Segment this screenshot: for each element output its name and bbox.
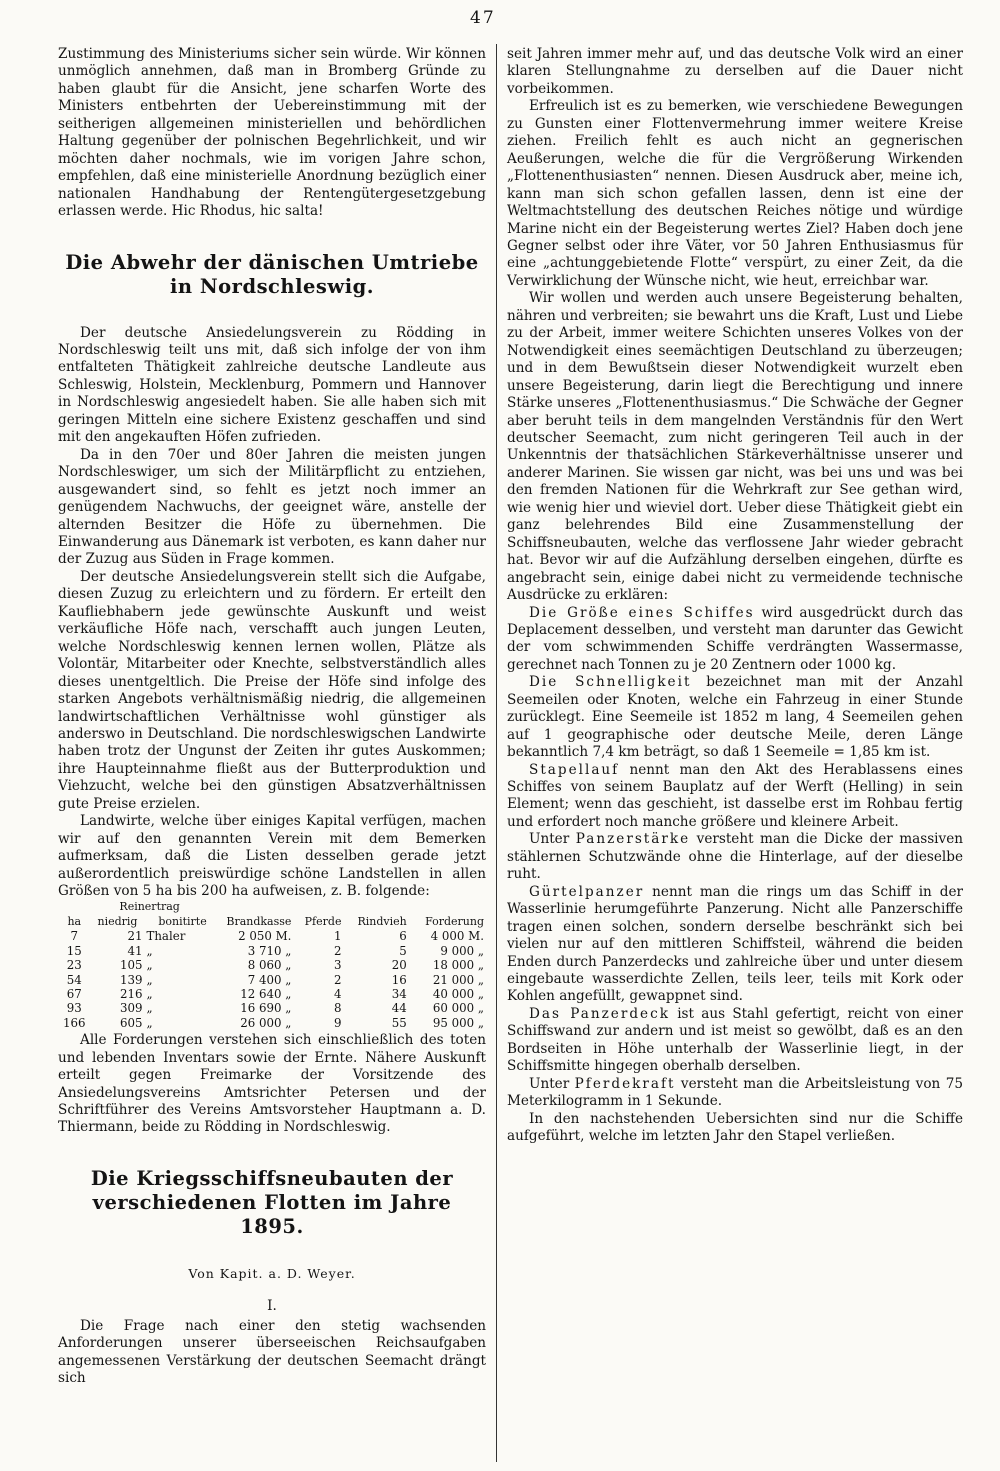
article-heading-danish: Die Abwehr der dänischen Umtriebe in Nordschleswig.	[65, 250, 479, 298]
table-cell-unit: „	[146, 1015, 153, 1030]
table-cell-rindvieh: 16	[391, 972, 407, 987]
paragraph: Erfreulich ist es zu bemerken, wie verschiedene Bewegungen zu Gunsten einer Flottenvermehrung immer weitere Kreise ziehen. Freilich fehlt es auch nicht an gegnerischen Aeußerungen, welche die für die Vergrößerung Wirkenden „Flottenenthusiasten“ nennen. Diesen Ausdruck aber, meine ich, kann man sich schon gefallen lassen, denn ist eine der Weltmachtstellung des deutschen Reiches nötige und würdige Marine nicht ein der Begeisterung wertes Ziel? Haben doch jene Gegner selbst oder ihre Väter, vor 50 Jahren Enthusiasmus für eine „achtunggebietende Flotte“ verspürt, zu einer Zeit, da die Verwirklichung der Wünsche nicht, wie heut, erreichbar war.	[507, 98, 963, 289]
table-row	[58, 1016, 486, 1030]
table-cell-pferde: 1	[333, 929, 342, 944]
table-cell-rindvieh: 5	[399, 943, 407, 958]
table-cell-ha: 15	[66, 943, 82, 958]
table-cell-brandkasse: 26 000 „	[240, 1015, 292, 1030]
paragraph: seit Jahren immer mehr auf, und das deutsche Volk wird an einer klaren Stellungnahme zu derselben auf die Dauer nicht vorbeikommen.	[507, 46, 963, 97]
table-cell-pferde: 4	[333, 986, 342, 1001]
table-cell-rindvieh: 34	[391, 986, 407, 1001]
article-heading-warships: Die Kriegsschiffsneubauten der verschiedenen Flotten im Jahre 1895.	[90, 1166, 454, 1238]
term: Pferdekraft	[574, 1075, 676, 1092]
table-cell-brandkasse: 7 400 „	[247, 972, 292, 987]
page-number: 47	[470, 8, 496, 28]
col-header: bonitirte	[158, 914, 207, 928]
table-cell-ha: 67	[66, 986, 82, 1001]
table-row	[58, 987, 486, 1001]
table-cell-ha: 7	[70, 929, 79, 944]
table-cell-reinertrag: 105	[119, 958, 143, 973]
table-cell-unit: „	[146, 986, 153, 1001]
table-row	[58, 1001, 486, 1015]
table-cell-forderung: 60 000 „	[432, 1001, 484, 1016]
column-divider	[496, 44, 497, 1462]
table-row	[58, 958, 486, 972]
table-cell-brandkasse: 2 050 M.	[238, 929, 292, 944]
paragraph: Alle Forderungen verstehen sich einschließlich des toten und lebenden Inventars sowie der Ernte. Nähere Auskunft erteilt gegen Freimarke der Vorsitzende des Ansiedelungsvereins Amtsrichter Petersen und der Schriftführer des Vereins Amtsvorsteher Hauptmann a. D. Thiermann, beide zu Rödding in Nordschleswig.	[58, 1032, 486, 1136]
farm-listings-table	[58, 900, 486, 1030]
term: Die Größe eines Schiffes	[529, 604, 755, 621]
paragraph: In den nachstehenden Uebersichten sind nur die Schiffe aufgeführt, welche im letzten Jahr den Stapel verließen.	[507, 1110, 963, 1145]
definition-paragraph: Stapellauf nennt man den Akt des Herablassens eines Schiffes von seinem Bauplatz auf der Werft (Helling) in sein Element; wenn das geschieht, ist dasselbe erst im Rohbau fertig und erfordert noch manche größere und kleinere Arbeit.	[507, 761, 963, 830]
table-cell-rindvieh: 6	[399, 929, 407, 944]
table-cell-brandkasse: 12 640 „	[240, 986, 292, 1001]
col-header: Forderung	[425, 914, 484, 928]
table-cell-rindvieh: 20	[391, 958, 407, 973]
definition-paragraph: Das Panzerdeck ist aus Stahl gefertigt, reicht von einer Schiffswand zur andern und ist meist so gewölbt, daß es an den Bordseiten in Höhe unterhalb der Wasserlinie liegt, in der Schiffsmitte hingegen oberhalb derselben.	[507, 1005, 963, 1075]
paragraph: Der deutsche Ansiedelungsverein zu Rödding in Nordschleswig teilt uns mit, daß sich infolge der von ihm entfalteten Thätigkeit zahlreiche deutsche Landleute aus Schleswig, Holstein, Mecklenburg, Pommern und Hannover in Nordschleswig angesiedelt haben. Sie alle haben sich mit geringen Mitteln eine sichere Existenz geschaffen und sind mit den angekauften Höfen zufrieden.	[58, 324, 486, 446]
table-cell-reinertrag: 139	[119, 972, 143, 987]
table-row	[58, 929, 486, 943]
table-cell-reinertrag: 309	[119, 1001, 143, 1016]
table-cell-rindvieh: 44	[391, 1001, 407, 1016]
term: Stapellauf	[529, 761, 620, 778]
right-column	[507, 46, 963, 1146]
table-cell-brandkasse: 16 690 „	[240, 1001, 292, 1016]
table-cell-ha: 23	[66, 958, 82, 973]
table-cell-unit: „	[146, 1001, 153, 1016]
table-row	[58, 944, 486, 958]
term: Die Schnelligkeit	[529, 674, 692, 691]
definition-paragraph: Die Größe eines Schiffes wird ausgedrückt durch das Deplacement desselben, und versteht man darunter das Gewicht der vom schwimmenden Schiffe verdrängten Wassermasse, gerechnet nach Tonnen zu je 20 Zentnern oder 1000 kg.	[507, 604, 963, 673]
term: Das Panzerdeck	[529, 1005, 670, 1022]
section-number: I.	[267, 1298, 277, 1315]
table-cell-pferde: 9	[333, 1015, 342, 1030]
col-header: niedrig	[97, 914, 138, 928]
table-cell-reinertrag: 605	[119, 1015, 143, 1030]
table-cell-unit: „	[146, 972, 153, 987]
paragraph: Die Frage nach einer den stetig wachsenden Anforderungen unserer überseeischen Reichsaufgaben angemessenen Verstärkung der deutschen Seemacht drängt sich	[58, 1317, 486, 1387]
table-cell-brandkasse: 8 060 „	[247, 958, 292, 973]
table-cell-forderung: 40 000 „	[432, 986, 484, 1001]
table-cell-forderung: 18 000 „	[432, 958, 484, 973]
definition-paragraph: Die Schnelligkeit bezeichnet man mit der Anzahl Seemeilen oder Knoten, welche ein Fahrzeug in einer Stunde zurücklegt. Eine Seemeile ist 1852 m lang, 4 Seemeilen gehen auf 1 geographische oder deutsche Meile, deren Länge bekanntlich 7,4 km beträgt, so daß 1 Seemeile = 1,85 km ist.	[507, 674, 963, 761]
definition-paragraph: Unter Pferdekraft versteht man die Arbeitsleistung von 75 Meterkilogramm in 1 Sekunde.	[507, 1075, 963, 1110]
table-cell-unit: Thaler	[146, 929, 186, 944]
table-cell-reinertrag: 21	[127, 929, 143, 944]
table-cell-pferde: 8	[333, 1001, 342, 1016]
table-cell-unit: „	[146, 943, 153, 958]
term: Panzerstärke	[575, 831, 691, 848]
table-cell-forderung: 9 000 „	[440, 943, 484, 958]
col-header: Brandkasse	[226, 914, 292, 928]
left-column	[58, 46, 486, 1388]
definition-paragraph: Unter Panzerstärke versteht man die Dicke der massiven stählernen Schutzwände ohne die Hinterlage, auf der dieselbe ruht.	[507, 831, 964, 883]
table-cell-reinertrag: 216	[119, 986, 143, 1001]
term: Gürtelpanzer	[529, 883, 645, 900]
table-cell-rindvieh: 55	[391, 1015, 407, 1030]
intro-paragraph: Zustimmung des Ministeriums sicher sein würde. Wir können unmöglich annehmen, daß man in Bromberg Gründe zu haben glaubt für die Ansicht, jene scharfen Worte des Ministers entbehrten der Uebereinstimmung mit der seitherigen allgemeinen ministeriellen und behördlichen Haltung gegenüber der polnischen Begehrlichkeit, und wir möchten daher nochmals, wie im vorigen Jahre schon, empfehlen, daß eine ministerielle Anordnung bezüglich einer nationalen Handhabung der Rentengütergesetzgebung erlassen werde. Hic Rhodus, hic salta!	[58, 46, 486, 220]
col-header: ha	[67, 914, 82, 928]
paragraph: Wir wollen und werden auch unsere Begeisterung behalten, nähren und verbreiten; sie bewahrt uns die Kraft, Lust und Liebe zu der Arbeit, immer weitere Schichten unseres Volkes von der Notwendigkeit eines seemächtigen Deutschland zu überzeugen; und in dem Bewußtsein dieser Notwendigkeit wurzelt eben unsere Begeisterung, darin liegt die Berechtigung und innere Stärke unseres „Flottenenthusiasmus.“ Die Schwäche der Gegner aber beruht teils in dem mangelnden Verständnis für den Wert deutscher Seemacht, zum nicht geringeren Teil auch in der Unkenntnis der thatsächlichen Stärkeverhältnisse unserer und anderer Marinen. Sie wissen gar nicht, was bei uns und was bei den fremden Nationen für die Wehrkraft zur See gethan wird, wie wenig hier und wieviel dort. Ueber diese Thätigkeit giebt ein ganz belehrendes Bild eine Zusammenstellung der Schiffsneubauten, welche das verflossene Jahr wieder gebracht hat. Bevor wir auf die Aufzählung derselben eingehen, dürfte es angebracht sein, einige dabei nicht zu vermeidende technische Ausdrücke zu erklären:	[507, 290, 963, 604]
table-cell-reinertrag: 41	[127, 943, 143, 958]
table-cell-ha: 93	[66, 1001, 82, 1016]
definition-paragraph: Gürtelpanzer nennt man die rings um das Schiff in der Wasserlinie herumgeführte Panzerung. Nicht alle Panzerschiffe tragen einen solchen, sondern derselbe beschränkt sich bei vielen nur auf den mittleren Schiffsteil, während die beiden Enden durch Panzerdecks und zahlreiche über und unter diesem eingebaute wasserdichte Zellen, teils leer, teils mit Kork oder Kohlen angefüllt, gewappnet sind.	[507, 883, 963, 1005]
table-cell-forderung: 21 000 „	[432, 972, 484, 987]
table-cell-ha: 166	[63, 1015, 86, 1030]
col-header: Rindvieh	[357, 914, 407, 928]
paragraph: Landwirte, welche über einiges Kapital verfügen, machen wir auf den genannten Verein mit dem Bemerken aufmerksam, daß die Listen desselben gerade jetzt außerordentlich preiswürdige schöne Landstellen in allen Größen von 5 ha bis 200 ha aufweisen, z. B. folgende:	[58, 813, 486, 900]
table-row	[58, 973, 486, 987]
table-cell-pferde: 2	[333, 972, 342, 987]
table-cell-forderung: 4 000 M.	[430, 929, 484, 944]
reinertrag-group-header: Reinertrag	[119, 900, 180, 914]
table-cell-pferde: 3	[333, 958, 342, 973]
paragraph: Der deutsche Ansiedelungsverein stellt sich die Aufgabe, diesen Zuzug zu erleichtern und zu fördern. Er erteilt den Kaufliebhabern jede gewünschte Auskunft und weist verkäufliche Höfe nach, verschafft auch jungen Leuten, welche Nordschleswig kennen lernen wollen, Plätze als Volontär, Mitarbeiter oder Knechte, selbstverständlich alles dieses unentgeltlich. Die Preise der Höfe sind infolge des starken Angebots verhältnismäßig niedrig, die allgemeinen landwirtschaftlichen Verhältnisse wohl günstiger als anderswo in Deutschland. Die nordschleswigschen Landwirte haben trotz der Ungunst der Zeiten ihr gutes Auskommen; ihre Haupteinnahme fließt aus der Butterproduktion und Viehzucht, welche bei den günstigen Absatzverhältnissen gute Preise erzielen.	[58, 568, 486, 812]
table-cell-pferde: 2	[333, 943, 342, 958]
byline: Von Kapit. a. D. Weyer.	[188, 1265, 356, 1281]
table-cell-unit: „	[146, 958, 153, 973]
paragraph: Da in den 70er und 80er Jahren die meisten jungen Nordschleswiger, um sich der Militärpflicht zu entziehen, ausgewandert sind, so fehlt es jetzt noch immer an genügendem Nachwuchs, der geeignet wäre, anstelle der alternden Besitzer die Höfe zu übernehmen. Die Einwanderung aus Dänemark ist verboten, es kann daher nur der Zuzug aus Süden in Frage kommen.	[58, 446, 486, 568]
col-header: Pferde	[304, 914, 342, 928]
table-cell-ha: 54	[66, 972, 82, 987]
table-cell-brandkasse: 3 710 „	[247, 943, 292, 958]
table-cell-forderung: 95 000 „	[432, 1015, 484, 1030]
